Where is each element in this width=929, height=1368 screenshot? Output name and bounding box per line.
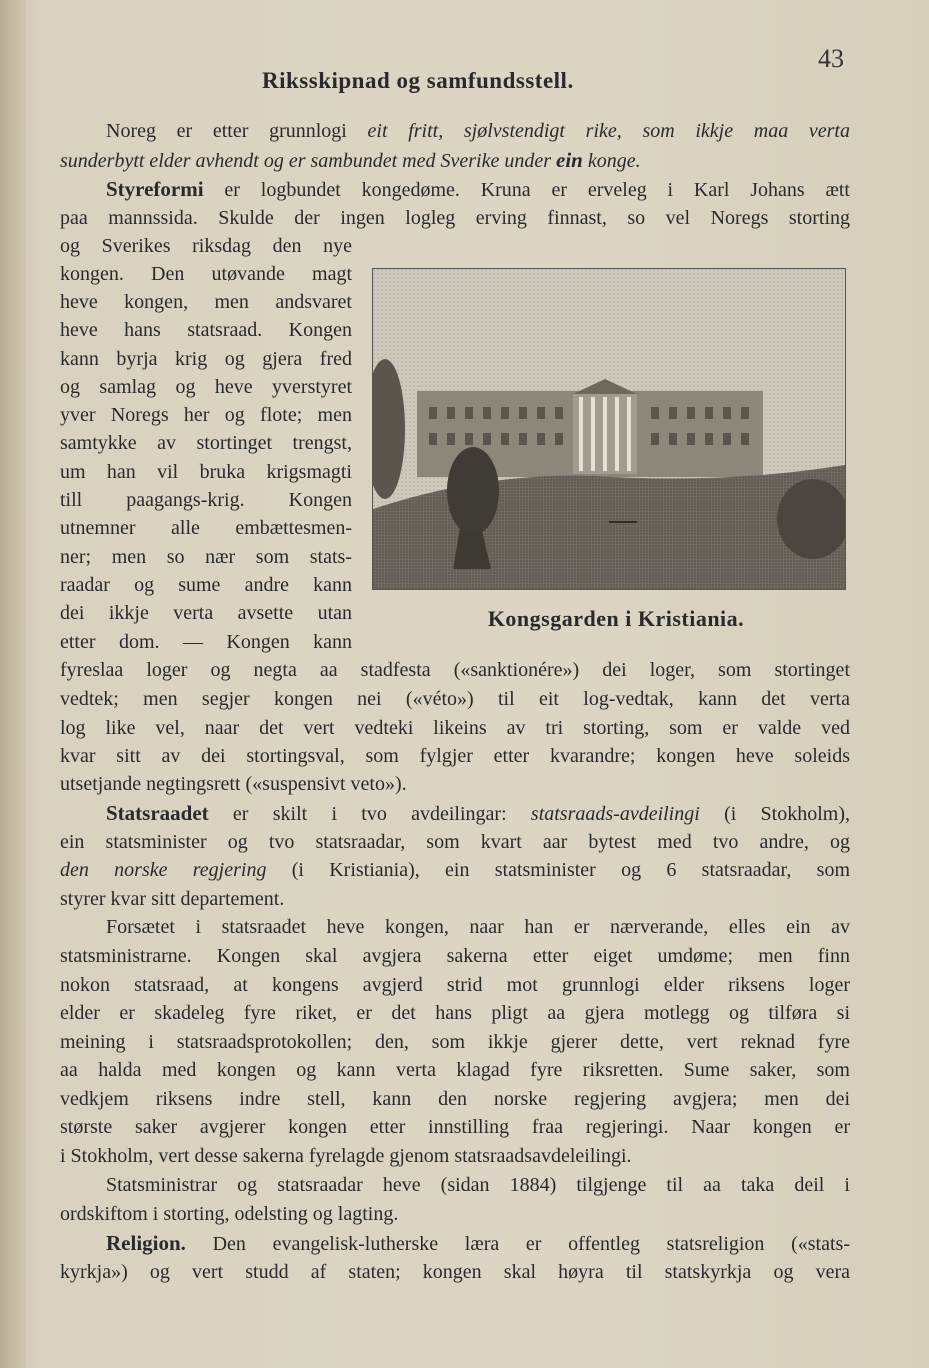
italic-span: statsraads-avdeilingi	[530, 803, 700, 825]
text-line: utnemner alle embættesmen-	[60, 517, 352, 539]
text-line	[106, 118, 850, 144]
text-line: till paagangs-krig. Kongen	[60, 489, 352, 511]
tree-left-crown	[447, 447, 499, 535]
text-line: vedkjem riksens indre stell, kann den norske regjering avgjera; men dei	[60, 1088, 850, 1110]
text-line: heve hans statsraad. Kongen	[60, 319, 352, 341]
palace-engraving	[373, 269, 845, 589]
text-line: største saker avgjerer kongen etter innstilling fraa regjeringi. Naar kongen er	[60, 1116, 850, 1138]
text-line: samtykke av stortinget trengst,	[60, 432, 352, 454]
text-line: utsetjande negtingsrett («suspensivt veto»).	[60, 773, 407, 795]
text-line	[60, 857, 850, 883]
text-span: Noreg er etter grunnlogi	[106, 120, 368, 142]
text-line	[106, 800, 850, 826]
text-span: (i Kristiania), ein statsminister og 6 statsraadar, som	[266, 859, 851, 881]
italic-span: konge.	[582, 150, 641, 172]
text-line: kvar sitt av dei stortingsval, som fylgjer etter kvarandre; kongen heve soleids	[60, 745, 850, 767]
italic-span: den norske regjering	[60, 859, 267, 881]
text-line	[60, 147, 850, 173]
text-span: er skilt i tvo avdeilingar:	[208, 803, 531, 825]
text-span: er logbundet kongedøme. Kruna er erveleg i Karl Johans ætt	[203, 179, 850, 201]
text-line: meining i statsraadsprotokollen; den, som ikkje gjerer dette, vert reknad fyre	[60, 1031, 850, 1053]
running-title: Riksskipnad og samfundsstell.	[262, 68, 574, 93]
text-line: um han vil bruka krigsmagti	[60, 461, 352, 483]
text-line: styrer kvar sitt departement.	[60, 888, 285, 910]
text-line	[106, 176, 850, 202]
page-number: 43	[818, 44, 844, 73]
text-line: yver Noregs her og flote; men	[60, 404, 352, 426]
section-heading-styreformi: Styreformi	[106, 177, 204, 201]
palace-illustration	[372, 268, 846, 590]
text-line: heve kongen, men andsvaret	[60, 291, 352, 313]
text-line: og Sverikes riksdag den nye	[60, 235, 352, 257]
park-bench	[609, 521, 637, 523]
text-line: kann byrja krig og gjera fred	[60, 348, 352, 370]
section-heading-religion: Religion.	[106, 1231, 186, 1255]
text-line: vedtek; men segjer kongen nei («véto») til eit log-vedtak, kann det verta	[60, 688, 850, 710]
text-line: Forsætet i statsraadet heve kongen, naar han er nærverande, elles ein av	[106, 916, 850, 938]
text-line: aa halda med kongen og kann verta klagad fyre riksretten. Sume saker, som	[60, 1059, 850, 1081]
text-line: paa mannssida. Skulde der ingen logleg erving finnast, so vel Noregs storting	[60, 207, 850, 229]
text-line: log like vel, naar det vert vedteki likeins av tri storting, som er valde ved	[60, 717, 850, 739]
text-line: raadar og sume andre kann	[60, 574, 352, 596]
italic-span: eit fritt, sjølvstendigt rike, som ikkje maa verta	[367, 120, 850, 142]
text-line: etter dom. — Kongen kann	[60, 631, 352, 653]
text-line: Statsministrar og statsraadar heve (sidan 1884) tilgjenge til aa taka deil i	[106, 1174, 850, 1196]
text-line	[106, 1230, 850, 1256]
text-line: fyreslaa loger og negta aa stadfesta («sanktionére») dei loger, som stortinget	[60, 659, 850, 681]
text-line: nokon statsraad, at kongens avgjerd strid mot grunnlogi elder riksens loger	[60, 974, 850, 996]
italic-span: sunderbytt elder avhendt og er sambundet med Sverike under	[60, 150, 556, 172]
figure-caption: Kongsgarden i Kristiania.	[487, 606, 745, 631]
text-line: dei ikkje verta avsette utan	[60, 602, 352, 624]
text-line: kongen. Den utøvande magt	[60, 263, 352, 285]
page-edge	[0, 0, 26, 1368]
text-line: ner; men so nær som stats-	[60, 546, 352, 568]
text-line: statsministrarne. Kongen skal avgjera sakerna etter eiget umdøme; men finn	[60, 945, 850, 967]
text-line: i Stokholm, vert desse sakerna fyrelagde gjenom statsraadsavdeleilingi.	[60, 1145, 632, 1167]
bold-italic-span: ein	[556, 148, 583, 172]
text-line: ein statsminister og tvo statsraadar, som kvart aar bytest med tvo andre, og	[60, 831, 850, 853]
text-line: elder er skadeleg fyre riket, er det hans pligt aa gjera motlegg og tilføra si	[60, 1002, 850, 1024]
text-line: ordskiftom i storting, odelsting og lagting.	[60, 1203, 399, 1225]
text-line: kyrkja») og vert studd af staten; kongen skal høyra til statskyrkja og vera	[60, 1261, 850, 1283]
text-span: Den evangelisk-lutherske læra er offentleg statsreligion («stats-	[185, 1233, 850, 1255]
section-heading-statsraadet: Statsraadet	[106, 801, 209, 825]
text-span: (i Stokholm),	[699, 803, 851, 825]
text-line: og samlag og heve yverstyret	[60, 376, 352, 398]
